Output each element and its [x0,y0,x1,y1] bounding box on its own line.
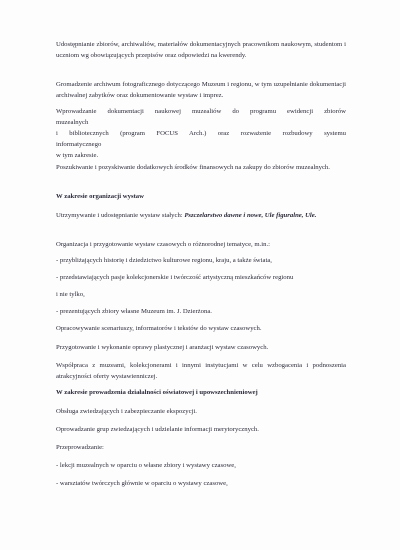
paragraph-scenariusze: Opracowywanie scenariuszy, informatorów i tekstów do wystaw czasowych. [56,325,262,332]
paragraph-wspolpraca: Współpraca z muzeami, kolekcjonerami i innymi instytucjami w celu wzbogacenia i podnoszenia atrakcyjności oferty wystawienniczej. [56,362,346,380]
paragraph-gromadzenie: Gromadzenie archiwum fotograficznego dotyczącego Muzeum i regionu, w tym uzupełnianie dokumentacji archiwalnej zabytków oraz dokumentowanie wystaw i imprez. [56,81,346,99]
paragraph-line: informatycznego [56,141,102,148]
list-item: - warsztatów twórczych głównie w oparciu o wystawy czasowe, [56,480,228,487]
section-heading-wystawy: W zakresie organizacji wystaw [56,193,144,200]
paragraph-przeprowadzanie: Przeprowadzanie: [56,444,104,451]
paragraph-oprowadzanie: Oprowadzanie grup zwiedzających i udzielanie informacji merytorycznych. [56,426,259,433]
paragraph-line: Wprowadzanie dokumentacji naukowej muzealiów do programu ewidencji zbiorów [56,108,346,115]
paragraph-text: Utrzymywanie i udostępnianie wystaw stałych: [56,212,185,219]
paragraph-line: muzealnych [56,119,89,126]
list-item: - przedstawiających pasje kolekcjonerskie i twórczość artystyczną mieszkańców regionu [56,274,294,281]
paragraph-wystawy-stale [56,210,346,221]
paragraph-udostepnianie: Udostępnianie zbiorów, archiwaliów, materiałów dokumentacyjnych pracownikom naukowym, studentom i uczniom wg obowiązujących przepisów oraz odpowiedzi na kwerendy. [56,41,346,59]
list-item: - lekcji muzealnych w oparciu o własne zbiory i wystawy czasowe, [56,462,236,469]
paragraph-poszukiwanie: Poszukiwanie i pozyskiwanie dodatkowych środków finansowych na zakupy do zbiorów muzealnych. [56,164,330,171]
exhibition-titles: Pszczelarstwo dawne i nowe, Ule figuralne, Ule. [184,212,317,219]
paragraph-wprowadzanie [56,106,346,161]
list-item: - przybliżających historię i dziedzictwo kulturowe regionu, kraju, a także świata, [56,257,272,264]
paragraph-line: i bibliotecznych (program FOCUS Arch.) oraz rozważenie rozbudowy systemu [56,130,346,137]
section-heading-oswiatowa: W zakresie prowadzenia działalności oświatowej i upowszechnieniowej [56,389,258,396]
paragraph-oprawa: Przygotowanie i wykonanie oprawy plastycznej i aranżacji wystaw czasowych. [56,344,269,351]
paragraph-organizacja: Organizacja i przygotowanie wystaw czasowych o różnorodnej tematyce, m.in.: [56,241,270,248]
list-item: - prezentujących zbiory własne Muzeum im. J. Dzierżona. [56,308,212,315]
paragraph-obsluga: Obsługa zwiedzających i zabezpieczanie ekspozycji. [56,408,197,415]
paragraph-line: w tym zakresie. [56,152,99,159]
list-item-continuation: i nie tylko, [56,291,85,298]
